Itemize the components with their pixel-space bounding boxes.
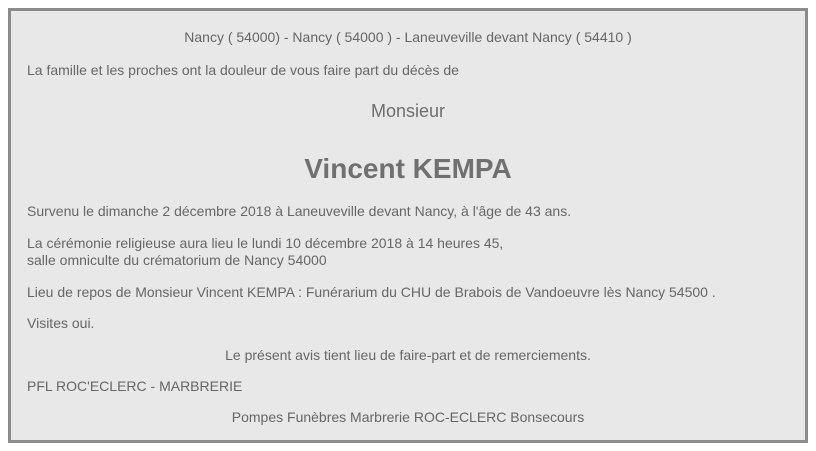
ceremony-line-1: La cérémonie religieuse aura lieu le lundi 10 décembre 2018 à 14 heures 45,: [27, 235, 504, 251]
funeral-home: Pompes Funèbres Marbrerie ROC-ECLERC Bonsecours: [231, 409, 585, 425]
visits-info: Visites oui.: [27, 315, 95, 331]
funeral-provider: PFL ROC'ECLERC - MARBRERIE: [27, 378, 243, 394]
intro-text: La famille et les proches ont la douleur de vous faire part du décès de: [27, 62, 459, 78]
ceremony-details: [27, 235, 789, 269]
locations-line: Nancy ( 54000) - Nancy ( 54000 ) - Laneuveville devant Nancy ( 54410 ): [184, 29, 632, 45]
ceremony-line-2: salle omniculte du crématorium de Nancy 54000: [27, 252, 327, 268]
civility-title: Monsieur: [370, 101, 446, 121]
resting-place: Lieu de repos de Monsieur Vincent KEMPA : Funérarium du CHU de Brabois de Vandoeuvre lès Nancy 54500 .: [27, 284, 716, 300]
obituary-notice: [8, 8, 808, 443]
deceased-name: Vincent KEMPA: [304, 153, 512, 184]
thanks-statement: Le présent avis tient lieu de faire-part et de remerciements.: [225, 347, 591, 363]
death-details: Survenu le dimanche 2 décembre 2018 à Laneuveville devant Nancy, à l'âge de 43 ans.: [27, 203, 572, 219]
